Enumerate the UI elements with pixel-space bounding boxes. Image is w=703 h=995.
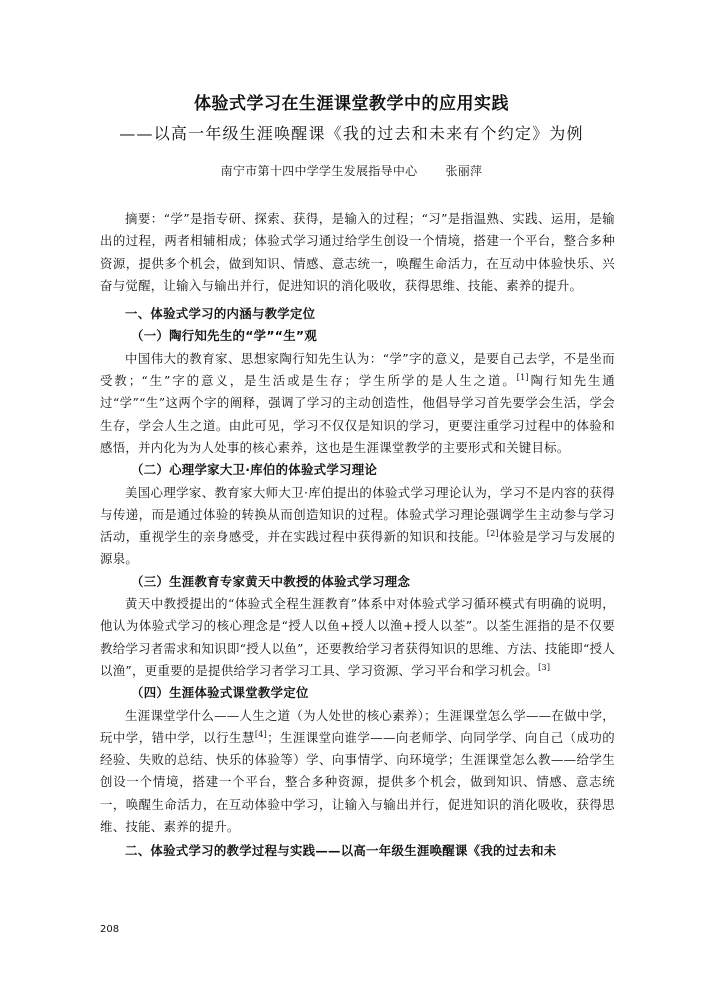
author-name: 张丽萍 bbox=[445, 164, 483, 178]
author-affiliation: 南宁市第十四中学学生发展指导中心 bbox=[220, 164, 418, 178]
subsection-4-text-a: 生涯课堂学什么——人生之道（为人处世的核心素养）；生涯课堂怎么学——在做中学，玩中学，错中学，以行生慧 bbox=[100, 707, 615, 745]
subsection-1-paragraph bbox=[100, 348, 615, 459]
subsection-4-heading: （四）生涯体验式课堂教学定位 bbox=[131, 685, 309, 701]
subsection-3-paragraph bbox=[100, 593, 615, 682]
subsection-2-paragraph bbox=[100, 482, 615, 571]
subsection-4-paragraph bbox=[100, 705, 615, 839]
citation-ref-4: [4] bbox=[254, 729, 268, 739]
subsection-2-heading: （二）心理学家大卫·库伯的体验式学习理论 bbox=[131, 462, 378, 478]
subsection-1-text-b: 陶行知先生通过“学”“生”这两个字的阐释，强调了学习的主动创造性，他倡导学习首先要学会生活，学会生存，学会人生之道。由此可见，学习不仅仅是知识的学习，更要注重学习过程中的体验和感悟，并内化为为人处事的核心素养，这也是生涯课堂教学的主要形式和关键目标。 bbox=[100, 373, 615, 455]
subsection-4-text-b: ；生涯课堂向谁学——向老师学、向同学学、向自己（成功的经验、失败的总结、快乐的体验等）学、向事情学、向环境学；生涯课堂怎么教——给学生创设一个情境，搭建一个平台，整合多种资源，提供多个机会，做到知识、情感、意志统一，唤醒生命活力，在互动体验中学习，让输入与输出并行，促进知识的消化吸收，获得思维、技能、素养的提升。 bbox=[100, 729, 615, 835]
subsection-2-text-b: 体验是学习与发展的源泉。 bbox=[100, 529, 616, 567]
subsection-2-text-a: 美国心理学家、教育家大师大卫·库伯提出的体验式学习理论认为，学习不是内容的获得与传递，而是通过体验的转换从而创造知识的过程。体验式学习理论强调学生主动参与学习活动，重视学生的亲身感受，并在实践过程中获得新的知识和技能。 bbox=[100, 484, 615, 545]
author-line bbox=[0, 162, 703, 180]
subsection-3-heading: （三）生涯教育专家黄天中教授的体验式学习理念 bbox=[131, 573, 411, 589]
subsection-3-text-a: 黄天中教授提出的“体验式全程生涯教育”体系中对体验式学习循环模式有明确的说明，他认为体验式学习的核心理念是“授人以鱼+授人以渔+授人以荃”。以荃生涯指的是不仅要教给学习者需求和知识即“授人以鱼”，还要教给学习者获得知识的思维、方法、技能即“授人以渔”，更重要的是提供给学习者学习工具、学习资源、学习平台和学习机会。 bbox=[100, 596, 615, 678]
paper-title: 体验式学习在生涯课堂教学中的应用实践 bbox=[194, 94, 509, 114]
page-number: 208 bbox=[100, 924, 120, 935]
citation-ref-2: [2] bbox=[486, 529, 499, 539]
subsection-1-heading: （一）陶行知先生的“学”“生”观 bbox=[131, 328, 318, 344]
subsection-1-text-a: 中国伟大的教育家、思想家陶行知先生认为：“学”字的意义，是要自己去学，不是坐而受教；“生”字的意义，是生活或是生存；学生所学的是人生之道。 bbox=[100, 350, 615, 389]
abstract: 摘要：“学”是指专研、探索、获得，是输入的过程；“习”是指温熟、实践、运用，是输出的过程，两者相辅相成；体验式学习通过给学生创设一个情境，搭建一个平台，整合多种资源，提供多个机会，做到知识、情感、意志统一，唤醒生命活力，在互动中体验快乐、兴奋与觉醒，让输入与输出并行，促进知识的消化吸收，获得思维、技能、素养的提升。 bbox=[100, 211, 615, 293]
section-2-heading: 二、体验式学习的教学过程与实践——以高一年级生涯唤醒课《我的过去和未 bbox=[125, 843, 557, 859]
paper-body bbox=[100, 206, 615, 863]
citation-ref-1: [1] bbox=[516, 372, 529, 382]
paper-subtitle: ——以高一年级生涯唤醒课《我的过去和未来有个约定》为例 bbox=[119, 124, 584, 143]
section-1-heading: 一、体验式学习的内涵与教学定位 bbox=[125, 306, 316, 322]
citation-ref-3: [3] bbox=[538, 662, 551, 672]
